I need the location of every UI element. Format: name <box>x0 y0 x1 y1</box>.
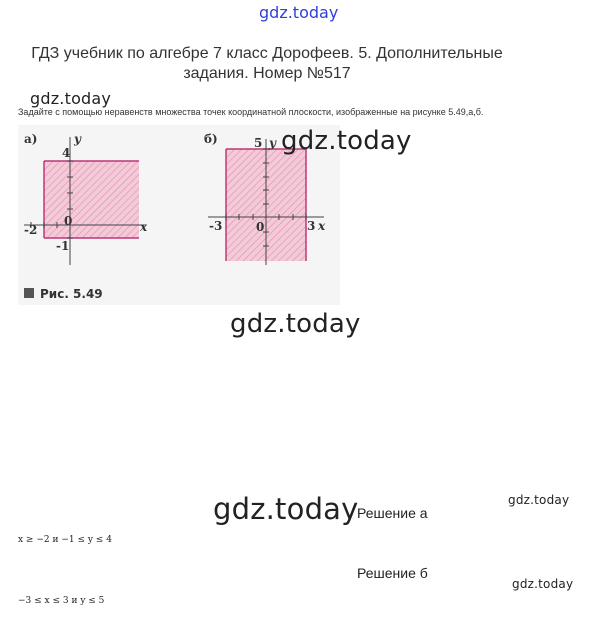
solution-a-math: x ≥ −2 и −1 ≤ y ≤ 4 <box>18 535 112 545</box>
panel-b-x-left: -3 <box>209 219 223 233</box>
panel-b-label: б) <box>204 132 218 146</box>
panel-b-origin: 0 <box>256 220 265 234</box>
panel-a-y-top: 4 <box>62 146 71 160</box>
solution-a-label: Решение а <box>357 505 428 521</box>
watermark: gdz.today <box>230 309 361 339</box>
panel-b-y-label: y <box>269 136 276 150</box>
watermark: gdz.today <box>30 89 112 108</box>
panel-a-y-label: y <box>74 132 81 146</box>
figure-caption: Рис. 5.49 <box>40 287 103 301</box>
panel-a-x-label: x <box>140 220 148 234</box>
watermark: gdz.today <box>512 577 574 591</box>
watermark-top[interactable]: gdz.today <box>259 3 339 22</box>
panel-b-x-right: 3 <box>307 219 316 233</box>
panel-b-y-top: 5 <box>254 136 263 150</box>
panel-a-origin: 0 <box>64 214 73 228</box>
task-text: Задайте с помощью неравенств множества точек координатной плоскости, изображенные на рисунке 5.49,а,б. <box>18 107 484 117</box>
watermark: gdz.today <box>508 493 570 507</box>
region-a <box>44 161 139 238</box>
solution-b-label: Решение б <box>357 565 428 581</box>
panel-b-x-label: x <box>318 219 326 233</box>
page-title: ГДЗ учебник по алгебре 7 класс Дорофеев. 5. Дополнительные задания. Номер №517 <box>31 45 503 82</box>
panel-a-x-left: -2 <box>24 223 38 237</box>
watermark: gdz.today <box>213 492 359 526</box>
watermark: gdz.today <box>281 126 412 156</box>
panel-a-label: а) <box>24 132 38 146</box>
caption-square-icon <box>24 288 34 298</box>
panel-a-y-bottom: -1 <box>56 239 70 253</box>
solution-b-math: −3 ≤ x ≤ 3 и y ≤ 5 <box>18 596 105 606</box>
